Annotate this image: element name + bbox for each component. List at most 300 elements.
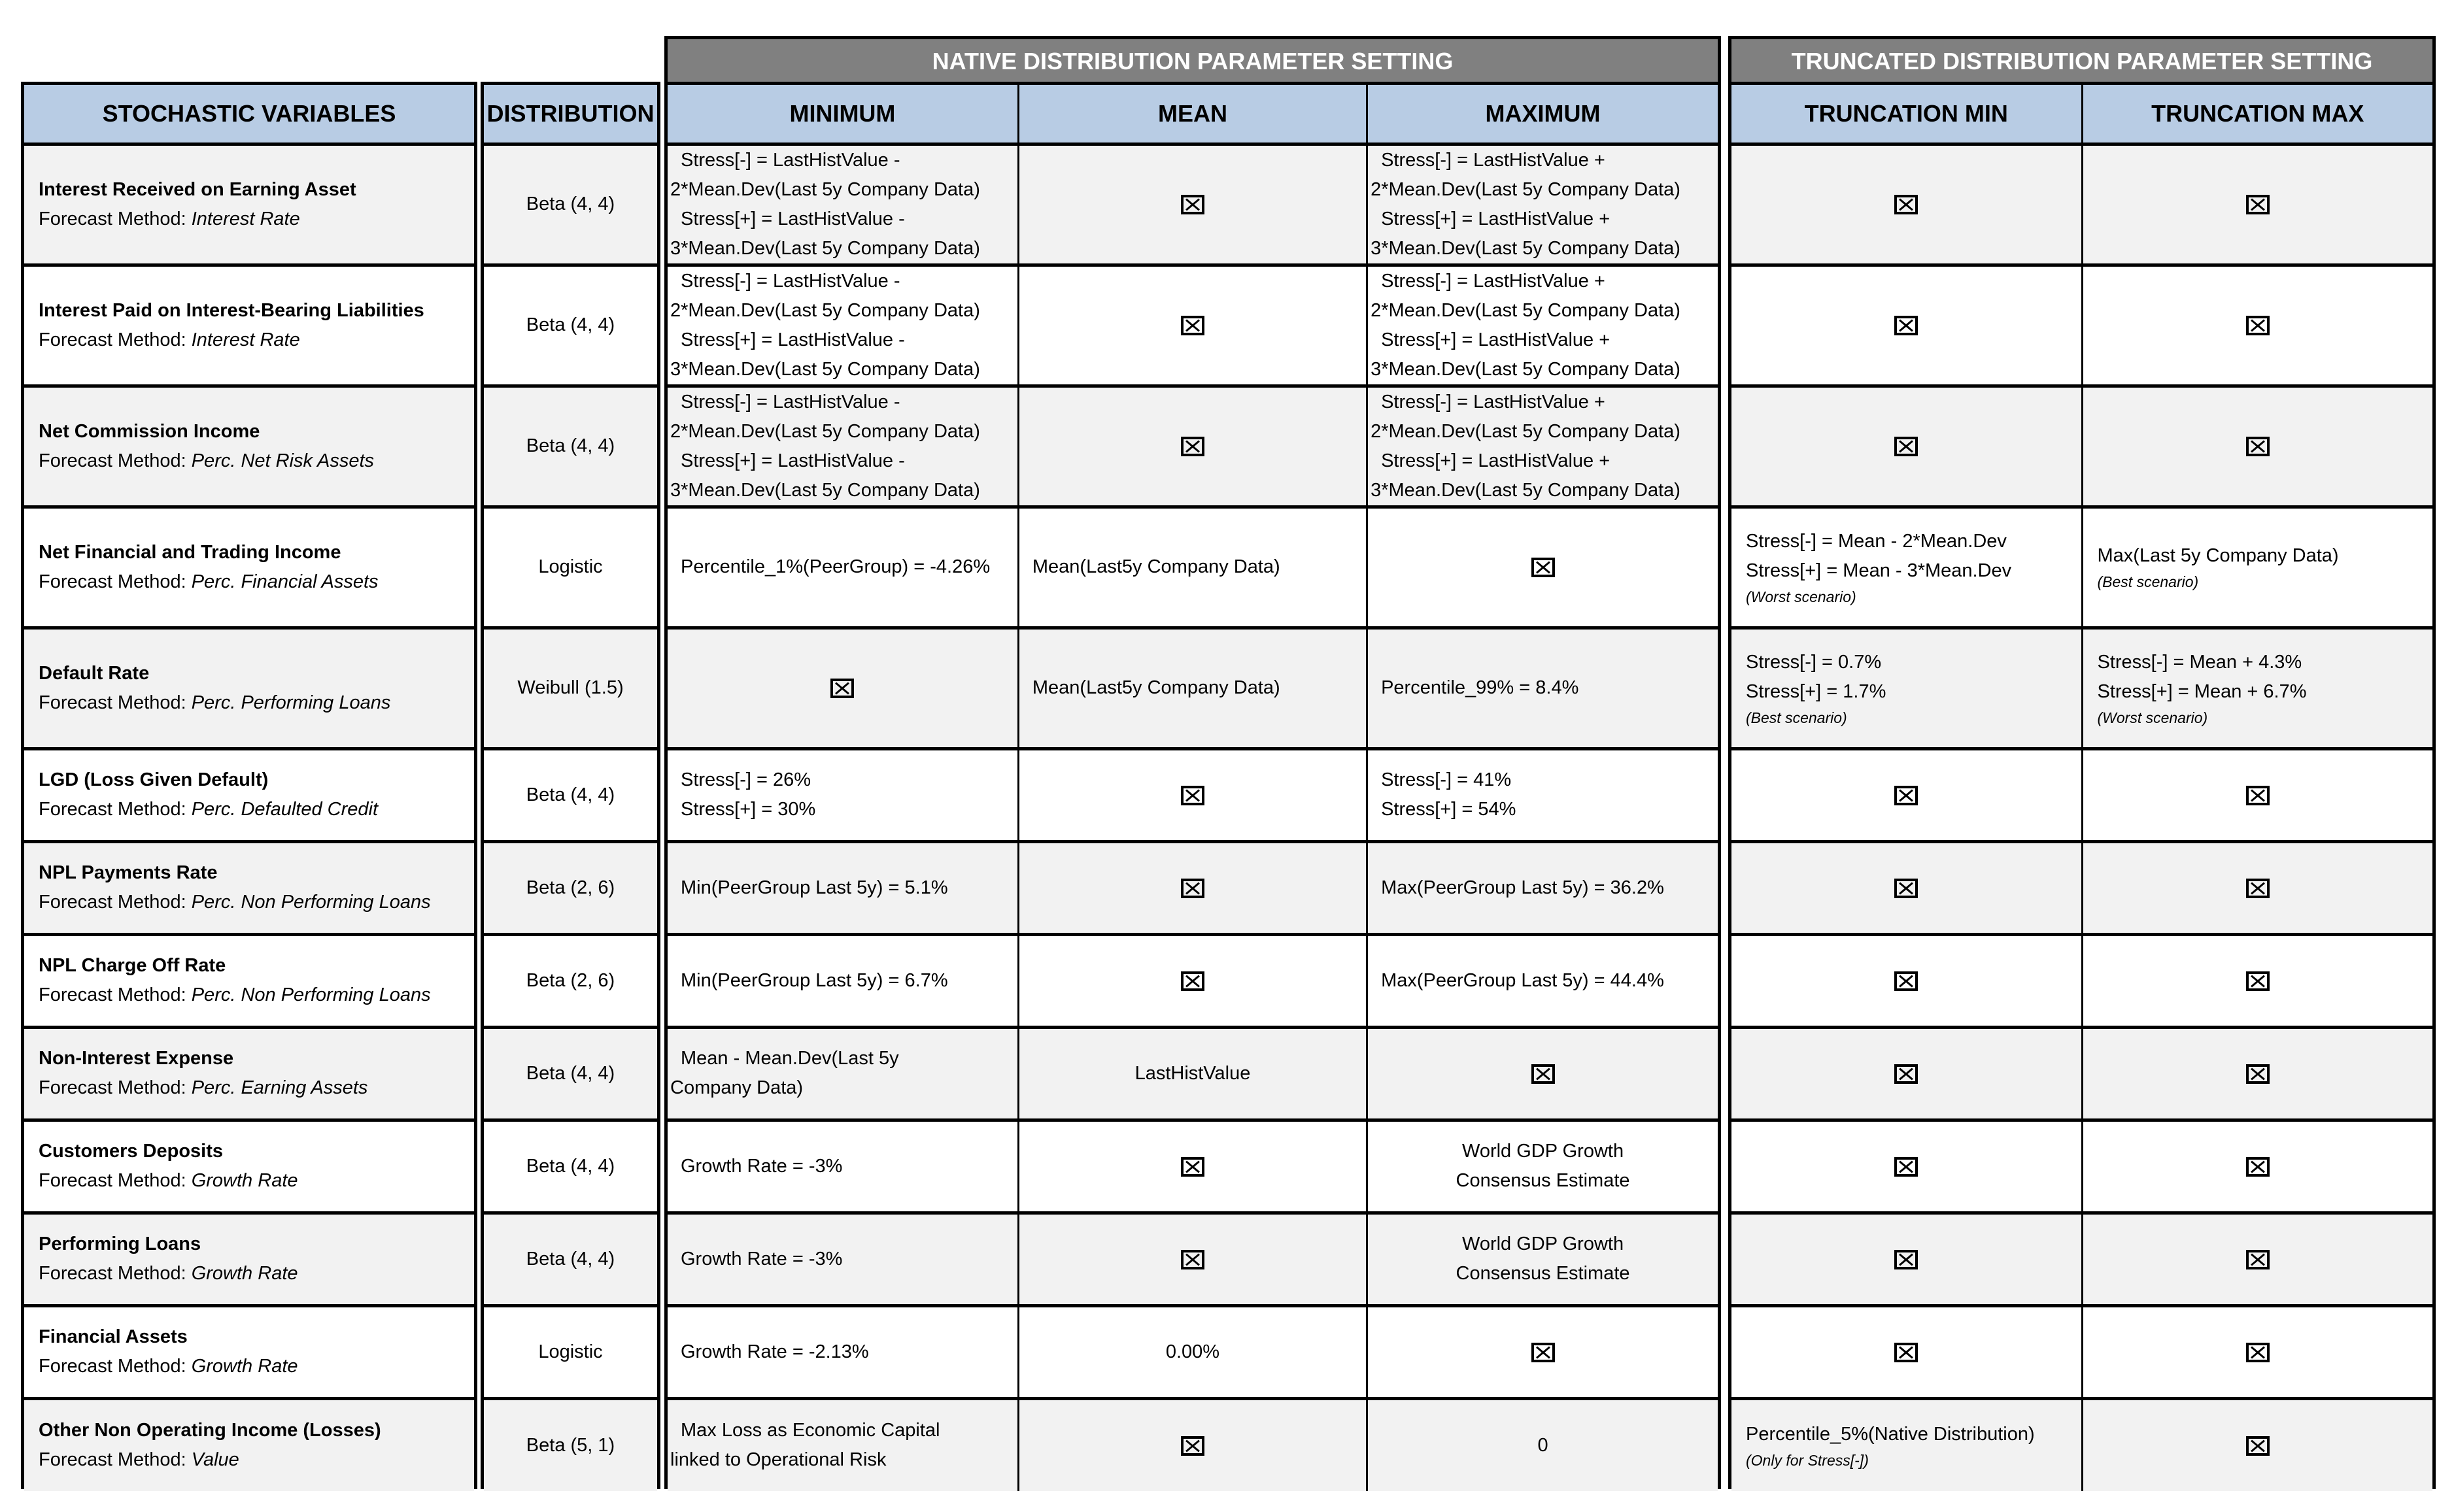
scenario-note: (Best scenario) [2097,573,2199,590]
checkbox-x-icon [1894,786,1918,805]
minimum-cell [668,1398,1018,1491]
forecast-method [39,446,474,476]
forecast-method-label: Forecast Method: [39,450,192,471]
table-row [668,144,1718,265]
distribution-cell [484,628,657,748]
distribution-cell [484,1398,657,1491]
scenario-note: (Worst scenario) [1746,588,1856,605]
truncation-min-cell [1731,841,2082,934]
maximum-cell [1367,1120,1718,1213]
forecast-method-value: Growth Rate [191,1170,298,1191]
cell-text: Max(PeerGroup Last 5y) = 36.2% [1381,877,1664,898]
forecast-method-value: Value [191,1449,239,1471]
checkbox-x-icon [1181,437,1204,456]
variable-name: Interest Received on Earning Asset [39,178,356,200]
forecast-method [39,326,474,355]
truncated-group-title: TRUNCATED DISTRIBUTION PARAMETER SETTING [1791,47,2373,75]
truncation-min-cell [1731,628,2082,748]
header-distribution: DISTRIBUTION [484,85,657,144]
mean-cell [1018,934,1367,1027]
checkbox-x-icon [830,679,854,698]
mean-cell [1018,144,1367,265]
table-row [24,1398,474,1491]
table-row [668,628,1718,748]
cell-text-line: Stress[-] = Mean + 4.3% [2097,651,2302,673]
truncation-max-cell [2082,386,2432,507]
table-row [484,934,657,1027]
table-row [1731,934,2432,1027]
forecast-method-value: Perc. Net Risk Assets [191,450,375,471]
cell-text-line: Stress[-] = LastHistValue + [1381,149,1605,171]
table-row [24,144,474,265]
cell-text: Min(PeerGroup Last 5y) = 6.7% [681,969,948,991]
distribution-cell [484,1305,657,1398]
cell-text-line: Stress[-] = 26% [681,769,811,790]
cell-text-line: 2*Mean.Dev(Last 5y Company Data) [670,299,980,321]
maximum-cell [1367,1027,1718,1120]
cell-text: Mean(Last5y Company Data) [1032,677,1280,698]
cell-text-line: 2*Mean.Dev(Last 5y Company Data) [670,178,980,200]
checkbox-x-icon [1181,971,1204,991]
table-row [1731,386,2432,507]
variable-name: Non-Interest Expense [39,1048,234,1069]
cell-text-line: Stress[-] = LastHistValue - [681,149,900,171]
maximum-cell [1367,748,1718,841]
checkbox-x-icon [2246,1436,2270,1456]
minimum-cell [668,1213,1018,1305]
maximum-cell [1367,386,1718,507]
checkbox-x-icon [1181,316,1204,335]
cell-text-line: Max(Last 5y Company Data) [2097,545,2339,566]
table-row [1731,1120,2432,1213]
forecast-method [39,1073,474,1103]
cell-text: LastHistValue [1134,1062,1251,1084]
table-row [484,748,657,841]
checkbox-x-icon [1894,1064,1918,1084]
forecast-method-value: Perc. Non Performing Loans [191,892,431,913]
native-columns [664,82,1721,1489]
cell-text: Logistic [538,556,603,577]
variable-name: Customers Deposits [39,1141,224,1162]
table-row [484,1027,657,1120]
variable-cell [24,1213,474,1305]
table-row [1731,1213,2432,1305]
forecast-method-label: Forecast Method: [39,799,192,820]
truncation-min-cell [1731,1305,2082,1398]
cell-text: 0.00% [1165,1341,1220,1362]
forecast-method-value: Growth Rate [191,1356,298,1377]
maximum-cell [1367,934,1718,1027]
column-header-row [24,85,474,144]
truncation-max-cell [2082,1398,2432,1491]
variable-name: NPL Payments Rate [39,862,218,883]
variable-name: Financial Assets [39,1326,188,1347]
cell-text-line: 3*Mean.Dev(Last 5y Company Data) [670,479,980,501]
variable-cell [24,265,474,386]
table-row [24,507,474,628]
forecast-method-value: Interest Rate [191,208,300,229]
forecast-method-label: Forecast Method: [39,208,192,229]
distribution-cell [484,144,657,265]
table-row [668,386,1718,507]
forecast-method-value: Perc. Non Performing Loans [191,984,431,1005]
variable-cell [24,507,474,628]
header-truncation-max: TRUNCATION MAX [2082,85,2432,144]
variable-cell [24,748,474,841]
header-mean: MEAN [1018,85,1367,144]
truncation-max-cell [2082,507,2432,628]
minimum-cell [668,748,1018,841]
variable-cell [24,386,474,507]
variable-name: Default Rate [39,662,150,684]
forecast-method-label: Forecast Method: [39,1263,192,1284]
cell-text-line: Stress[+] = LastHistValue - [681,450,905,471]
cell-text: Percentile_1%(PeerGroup) = -4.26% [681,556,991,577]
checkbox-x-icon [1181,1436,1204,1456]
cell-text-line: Company Data) [670,1077,804,1098]
table-row [668,1398,1718,1491]
minimum-cell [668,265,1018,386]
cell-text: Beta (2, 6) [526,877,615,898]
minimum-cell [668,1120,1018,1213]
truncation-min-cell [1731,386,2082,507]
cell-text-line: Stress[+] = 1.7% [1746,680,1886,702]
checkbox-x-icon [1181,786,1204,805]
truncation-max-cell [2082,628,2432,748]
forecast-method-label: Forecast Method: [39,571,192,592]
cell-text-line: Max Loss as Economic Capital [681,1420,940,1441]
cell-text-line: Stress[-] = Mean - 2*Mean.Dev [1746,530,2007,552]
variable-cell [24,628,474,748]
table-row [24,1305,474,1398]
checkbox-x-icon [2246,971,2270,991]
truncation-min-cell [1731,1213,2082,1305]
maximum-cell [1367,265,1718,386]
table-row [24,1213,474,1305]
cell-text-line: Stress[-] = 0.7% [1746,651,1882,673]
forecast-method [39,1445,474,1475]
cell-text: Beta (4, 4) [526,435,615,456]
cell-text: Growth Rate = -3% [681,1248,843,1269]
truncated-group-header [1728,36,2436,83]
minimum-cell [668,507,1018,628]
forecast-method-label: Forecast Method: [39,1170,192,1191]
checkbox-x-icon [1894,1157,1918,1177]
table-row [1731,628,2432,748]
minimum-cell [668,386,1018,507]
distribution-cell [484,934,657,1027]
variable-name: Net Financial and Trading Income [39,541,341,563]
cell-text-line: Stress[-] = LastHistValue - [681,270,900,292]
header-maximum: MAXIMUM [1367,85,1718,144]
cell-text-line: Stress[-] = LastHistValue + [1381,391,1605,412]
checkbox-x-icon [1894,316,1918,335]
table-row [668,507,1718,628]
column-header-row [668,85,1718,144]
cell-text: Beta (4, 4) [526,1062,615,1084]
checkbox-x-icon [1181,1157,1204,1177]
cell-text-line: linked to Operational Risk [670,1449,887,1471]
checkbox-x-icon [2246,195,2270,214]
checkbox-x-icon [1894,1250,1918,1269]
header-minimum: MINIMUM [668,85,1018,144]
forecast-method-value: Perc. Earning Assets [191,1077,368,1098]
checkbox-x-icon [2246,316,2270,335]
variable-name: NPL Charge Off Rate [39,955,226,976]
variable-name: Interest Paid on Interest-Bearing Liabilities [39,299,424,321]
cell-text-line: World GDP Growth [1461,1141,1624,1162]
forecast-method-value: Perc. Defaulted Credit [191,799,379,820]
table-row [484,386,657,507]
forecast-method-value: Perc. Performing Loans [191,692,391,713]
checkbox-x-icon [1181,195,1204,214]
truncation-min-cell [1731,934,2082,1027]
forecast-method [39,567,474,597]
minimum-cell [668,628,1018,748]
table-row [668,934,1718,1027]
mean-cell [1018,748,1367,841]
mean-cell [1018,265,1367,386]
cell-text: Growth Rate = -3% [681,1155,843,1177]
variable-cell [24,1120,474,1213]
checkbox-x-icon [1894,971,1918,991]
truncation-max-cell [2082,1305,2432,1398]
variable-name: Performing Loans [39,1234,201,1254]
distribution-cell [484,507,657,628]
table-row [1731,841,2432,934]
scenario-note: (Best scenario) [1746,709,1847,726]
cell-text-line: 3*Mean.Dev(Last 5y Company Data) [670,237,980,259]
forecast-method [39,688,474,718]
forecast-method [39,888,474,917]
table-row [668,265,1718,386]
minimum-cell [668,841,1018,934]
cell-text: Mean(Last5y Company Data) [1032,556,1280,577]
maximum-cell [1367,841,1718,934]
truncation-max-cell [2082,841,2432,934]
distribution-cell [484,1213,657,1305]
minimum-cell [668,1027,1018,1120]
cell-text-line: 2*Mean.Dev(Last 5y Company Data) [670,420,980,442]
variable-name: Other Non Operating Income (Losses) [39,1420,381,1441]
variable-cell [24,1398,474,1491]
mean-cell [1018,841,1367,934]
minimum-cell [668,1305,1018,1398]
cell-text: 0 [1537,1434,1548,1456]
checkbox-x-icon [2246,879,2270,898]
cell-text-line: Stress[+] = LastHistValue - [681,329,905,350]
truncation-max-cell [2082,934,2432,1027]
table-row [484,1120,657,1213]
checkbox-x-icon [2246,437,2270,456]
distribution-column [481,82,660,1489]
scenario-note: (Worst scenario) [2097,709,2208,726]
forecast-method-label: Forecast Method: [39,892,192,913]
distribution-cell [484,1120,657,1213]
cell-text-line: Stress[-] = 41% [1381,769,1512,790]
table-row [1731,507,2432,628]
variable-name: LGD (Loss Given Default) [39,769,269,790]
distribution-cell [484,1027,657,1120]
mean-cell [1018,386,1367,507]
checkbox-x-icon [1181,1250,1204,1269]
cell-text-line: Stress[+] = Mean + 6.7% [2097,680,2307,702]
cell-text-line: 3*Mean.Dev(Last 5y Company Data) [1371,237,1680,259]
forecast-method-value: Interest Rate [191,329,300,350]
mean-cell [1018,1305,1367,1398]
truncation-max-cell [2082,265,2432,386]
cell-text-line: 2*Mean.Dev(Last 5y Company Data) [1371,420,1680,442]
cell-text-line: 2*Mean.Dev(Last 5y Company Data) [1371,299,1680,321]
cell-text: Beta (2, 6) [526,969,615,991]
cell-text: Weibull (1.5) [517,677,624,698]
cell-text-line: Stress[+] = LastHistValue - [681,208,905,229]
cell-text-line: 3*Mean.Dev(Last 5y Company Data) [1371,358,1680,380]
cell-text: Percentile_99% = 8.4% [1381,677,1579,698]
forecast-method-label: Forecast Method: [39,984,192,1005]
maximum-cell [1367,1305,1718,1398]
header-stochastic-variables: STOCHASTIC VARIABLES [24,85,474,144]
cell-text: Beta (4, 4) [526,193,615,214]
table-row [24,628,474,748]
table-row [24,265,474,386]
cell-text-line: 3*Mean.Dev(Last 5y Company Data) [670,358,980,380]
variable-cell [24,144,474,265]
cell-text: Growth Rate = -2.13% [681,1341,869,1362]
cell-text-line: 3*Mean.Dev(Last 5y Company Data) [1371,479,1680,501]
checkbox-x-icon [2246,1157,2270,1177]
table-row [484,841,657,934]
table-row [1731,1305,2432,1398]
table-row [484,507,657,628]
cell-text: Logistic [538,1341,603,1362]
truncation-max-cell [2082,1027,2432,1120]
cell-text-line: Percentile_5%(Native Distribution) [1746,1423,2035,1445]
cell-text-line: Stress[+] = LastHistValue + [1381,329,1610,350]
forecast-method-label: Forecast Method: [39,329,192,350]
table-row [484,1213,657,1305]
forecast-method [39,981,474,1010]
truncation-max-cell [2082,1120,2432,1213]
table-row [484,1305,657,1398]
table-row [484,144,657,265]
cell-text: Max(PeerGroup Last 5y) = 44.4% [1381,969,1664,991]
truncation-min-cell [1731,1120,2082,1213]
variable-cell [24,1305,474,1398]
forecast-method [39,795,474,824]
cell-text-line: Stress[+] = 30% [681,799,816,820]
table-row [668,1120,1718,1213]
truncation-max-cell [2082,1213,2432,1305]
truncation-min-cell [1731,748,2082,841]
forecast-method [39,1166,474,1196]
distribution-cell [484,748,657,841]
maximum-cell [1367,1398,1718,1491]
truncation-min-cell [1731,144,2082,265]
truncated-columns [1728,82,2436,1489]
mean-cell [1018,1398,1367,1491]
forecast-method-value: Growth Rate [191,1263,298,1284]
table-row [1731,265,2432,386]
cell-text: Min(PeerGroup Last 5y) = 5.1% [681,877,948,898]
forecast-method [39,205,474,234]
distribution-cell [484,265,657,386]
cell-text: Beta (4, 4) [526,1248,615,1269]
native-group-title: NATIVE DISTRIBUTION PARAMETER SETTING [932,47,1454,75]
table-row [668,841,1718,934]
distribution-cell [484,386,657,507]
truncation-min-cell [1731,1027,2082,1120]
mean-cell [1018,1213,1367,1305]
cell-text: Beta (4, 4) [526,1155,615,1177]
checkbox-x-icon [2246,1343,2270,1362]
variables-column [21,82,477,1489]
maximum-cell [1367,628,1718,748]
distribution-table [484,85,657,1491]
cell-text-line: Consensus Estimate [1456,1170,1630,1191]
forecast-method [39,1259,474,1288]
table-row [24,748,474,841]
table-row [1731,748,2432,841]
column-header-row [1731,85,2432,144]
maximum-cell [1367,144,1718,265]
truncation-max-cell [2082,144,2432,265]
table-row [24,386,474,507]
checkbox-x-icon [1894,879,1918,898]
cell-text: Beta (5, 1) [526,1434,615,1456]
table-row [668,1027,1718,1120]
variable-cell [24,934,474,1027]
table-row [1731,1027,2432,1120]
checkbox-x-icon [1894,195,1918,214]
forecast-method-label: Forecast Method: [39,1356,192,1377]
forecast-method-label: Forecast Method: [39,1077,192,1098]
cell-text-line: Stress[-] = LastHistValue + [1381,270,1605,292]
maximum-cell [1367,1213,1718,1305]
cell-text-line: World GDP Growth [1461,1234,1624,1254]
column-header-row [484,85,657,144]
table-row [668,748,1718,841]
table-row [668,1213,1718,1305]
cell-text-line: Consensus Estimate [1456,1263,1630,1284]
table-row [484,265,657,386]
table-row [1731,144,2432,265]
truncation-min-cell [1731,265,2082,386]
native-table [668,85,1718,1491]
checkbox-x-icon [1181,879,1204,898]
mean-cell [1018,1027,1367,1120]
minimum-cell [668,934,1018,1027]
truncation-max-cell [2082,748,2432,841]
forecast-method [39,1352,474,1381]
forecast-method-label: Forecast Method: [39,692,192,713]
cell-text-line: Stress[+] = Mean - 3*Mean.Dev [1746,560,2012,581]
header-truncation-min: TRUNCATION MIN [1731,85,2082,144]
cell-text-line: 2*Mean.Dev(Last 5y Company Data) [1371,178,1680,200]
mean-cell [1018,628,1367,748]
forecast-method-label: Forecast Method: [39,1449,192,1471]
cell-text: Beta (4, 4) [526,784,615,805]
table-row [24,841,474,934]
checkbox-x-icon [2246,1064,2270,1084]
variable-cell [24,1027,474,1120]
checkbox-x-icon [2246,1250,2270,1269]
table-row [1731,1398,2432,1491]
checkbox-x-icon [1894,1343,1918,1362]
table-row [24,1120,474,1213]
maximum-cell [1367,507,1718,628]
checkbox-x-icon [1531,1064,1555,1084]
